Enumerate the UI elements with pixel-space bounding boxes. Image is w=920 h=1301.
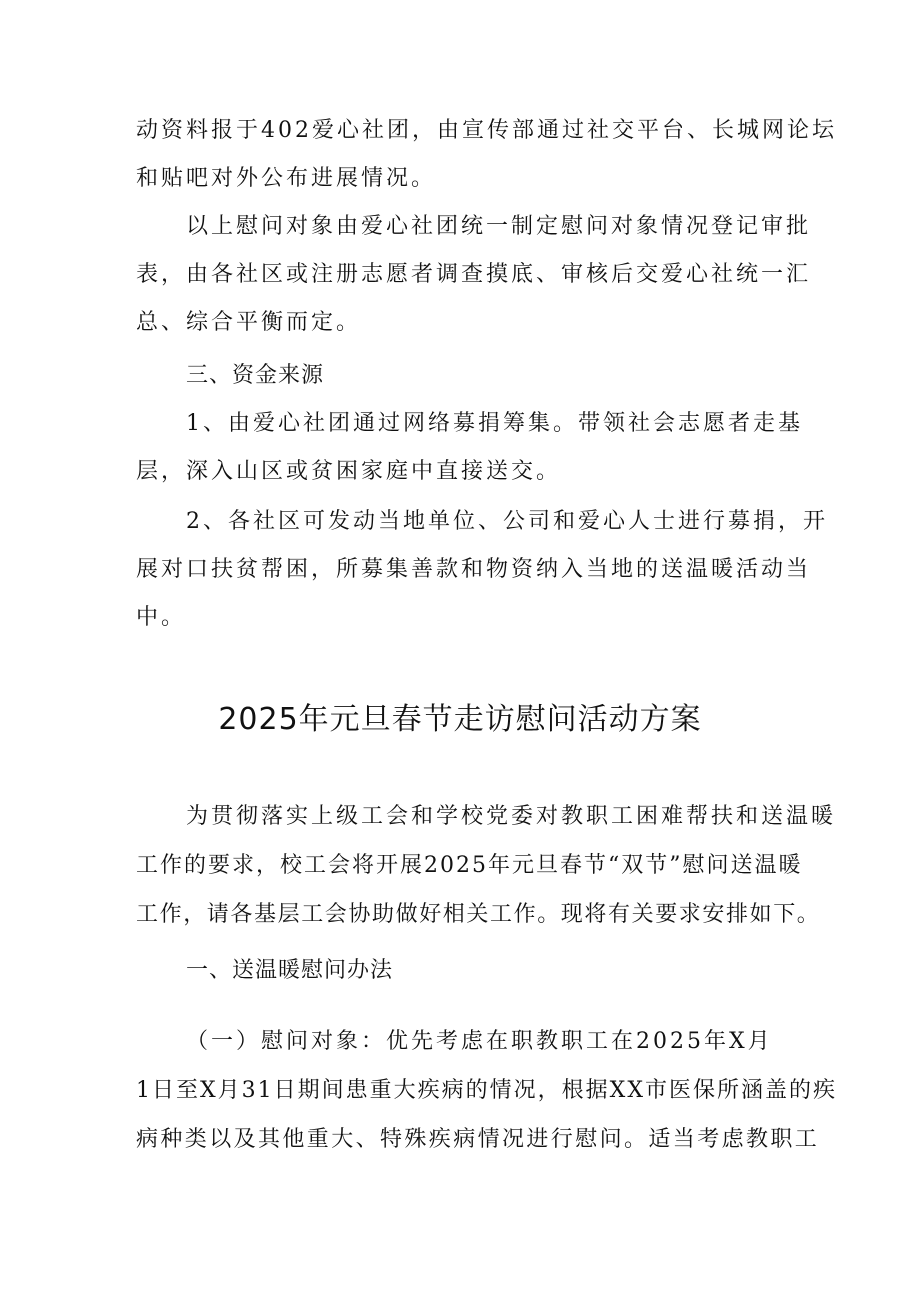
paragraph-line: 病种类以及其他重大、特殊疾病情况进行慰问。适当考虑教职工 xyxy=(136,1127,820,1152)
paragraph-line: 2、各社区可发动当地单位、公司和爱心人士进行募捐，开 xyxy=(186,509,828,534)
paragraph-line: 和贴吧对外公布进展情况。 xyxy=(136,166,437,191)
paragraph-line: 展对口扶贫帮困，所募集善款和物资纳入当地的送温暖活动当 xyxy=(136,557,812,582)
paragraph-line: 工作，请各基层工会协助做好相关工作。现将有关要求安排如下。 xyxy=(136,902,821,927)
paragraph-line: 1日至X月31日期间患重大疾病的情况，根据XX市医保所涵盖的疾 xyxy=(136,1078,837,1103)
document-title: 2025年元旦春节走访慰问活动方案 xyxy=(218,702,702,737)
paragraph-line: 动资料报于402爱心社团，由宣传部通过社交平台、长城网论坛 xyxy=(136,118,837,143)
section-heading-funds: 三、资金来源 xyxy=(186,363,325,388)
paragraph-line: 1、由爱心社团通过网络募捐筹集。带领社会志愿者走基 xyxy=(186,411,803,436)
paragraph-line: （一）慰问对象：优先考虑在职教职工在2025年X月 xyxy=(186,1029,773,1054)
paragraph-line: 为贯彻落实上级工会和学校党委对教职工困难帮扶和送温暖 xyxy=(186,804,837,829)
paragraph-line: 以上慰问对象由爱心社团统一制定慰问对象情况登记审批 xyxy=(186,214,812,239)
paragraph-line: 工作的要求，校工会将开展2025年元旦春节“双节”慰问送温暖 xyxy=(136,853,803,878)
paragraph-line: 表，由各社区或注册志愿者调查摸底、审核后交爱心社统一汇 xyxy=(136,262,812,287)
paragraph-line: 总、综合平衡而定。 xyxy=(136,310,362,335)
paragraph-line: 层，深入山区或贫困家庭中直接送交。 xyxy=(136,459,562,484)
section-heading-method: 一、送温暖慰问办法 xyxy=(186,958,394,983)
paragraph-line: 中。 xyxy=(136,605,187,630)
